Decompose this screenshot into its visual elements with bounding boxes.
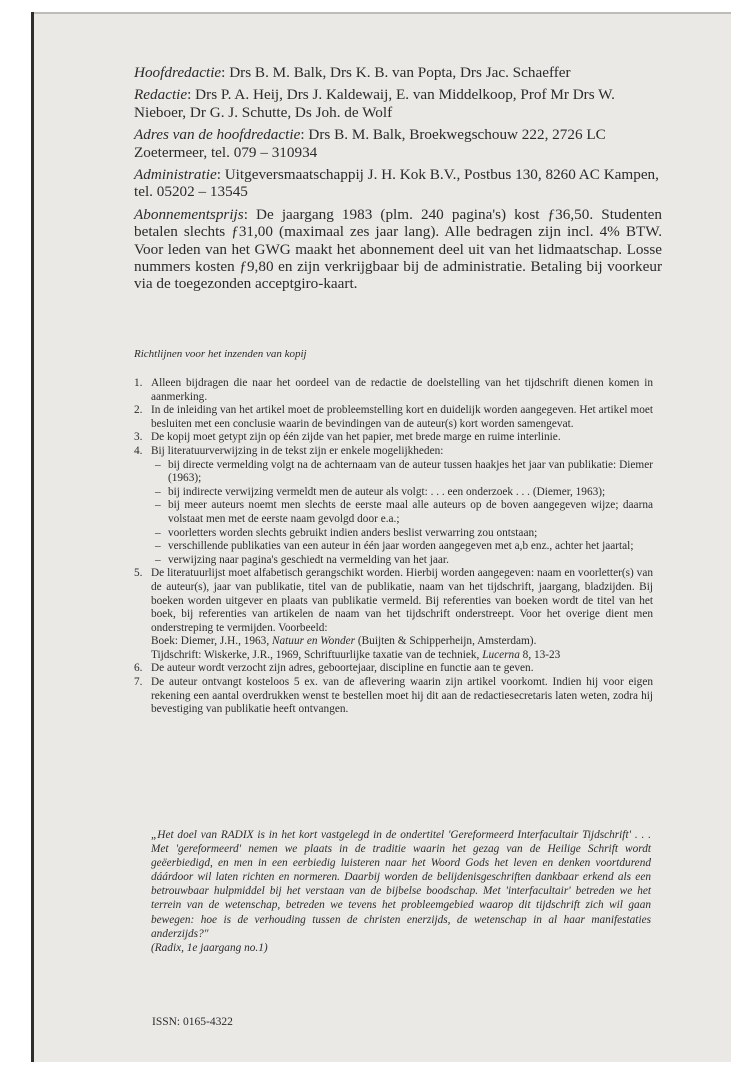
example-book-post: (Buijten & Schipperheijn, Amsterdam). (355, 635, 537, 648)
guideline-item-2 (134, 404, 653, 431)
guideline-item-7 (134, 676, 653, 717)
administratie-value: Uitgeversmaatschappij J. H. Kok B.V., Postbus 130, 8260 AC Kampen, tel. 05202 – 13545 (134, 166, 659, 201)
example-journal-pre: Tijdschrift: Wiskerke, J.R., 1969, Schriftuurlijke taxatie van de techniek, (151, 648, 483, 661)
example-journal-title: Lucerna (482, 648, 520, 661)
example-journal-post: 8, 13-23 (519, 648, 561, 661)
guideline-text: In de inleiding van het artikel moet de probleemstelling kort en duidelijk worden aangegeven. Het artikel moet besluiten met een conclusie waarin de bevindingen van de auteur(s) kort worden samengevat. (151, 404, 653, 430)
item-number: 5. (134, 567, 143, 580)
scan-edge-left (31, 12, 34, 1062)
guideline-text: De auteur wordt verzocht zijn adres, geboortejaar, discipline en functie aan te geven. (151, 662, 534, 675)
sub-item-text: verwijzing naar pagina's geschiedt na vermelding van het jaar. (168, 553, 449, 566)
dash: – (155, 458, 161, 471)
guideline-item-4 (134, 445, 653, 567)
item-number: 6. (134, 662, 143, 675)
dash: – (155, 485, 161, 498)
abonnement-label: Abonnementsprijs (134, 205, 244, 223)
masthead-adres: Adres van de hoofdredactie: Drs B. M. Balk, Broekwegschouw 222, 2726 LC Zoetermeer, tel. 079 – 310934 (134, 126, 606, 161)
item-number: 3. (134, 431, 143, 444)
masthead-administratie: Administratie: Uitgeversmaatschappij J. H. Kok B.V., Postbus 130, 8260 AC Kampen, tel. 05202 – 13545 (134, 166, 659, 201)
sub-item (151, 486, 653, 500)
example-book-title: Natuur en Wonder (271, 635, 356, 648)
item-number: 2. (134, 404, 143, 417)
sub-item-text: bij indirecte verwijzing vermeldt men de auteur als volgt: . . . een onderzoek . . . (Diemer, 1963); (168, 485, 606, 498)
sub-item-text: voorletters worden slechts gebruikt indien anders beslist verwarring zou ontstaan; (168, 526, 538, 539)
sub-item (151, 540, 653, 554)
guideline-item-3 (134, 431, 653, 445)
item-number: 1. (134, 377, 143, 389)
hoofdredactie-label: Hoofdredactie (134, 64, 222, 81)
example-book-pre: Boek: Diemer, J.H., 1963, (151, 635, 272, 648)
sub-item-text: verschillende publikaties van een auteur in één jaar worden aangegeven met a,b enz., achter het jaartal; (168, 540, 634, 553)
dash: – (155, 553, 161, 566)
masthead-abonnement: Abonnementsprijs: De jaargang 1983 (plm. 240 pagina's) kost ƒ36,50. Studenten betalen slechts ƒ31,00 (maximaal zes jaar lang). Alle bedragen zijn incl. 4% BTW. Voor leden van het GWG maakt het abonnement deel uit van het lidmaatschap. Losse nummers kosten ƒ9,80 en zijn verkrijgbaar bij de administratie. Betaling bij voorkeur via de toegezonden acceptgiro-kaart. (134, 205, 662, 293)
issn-number: ISSN: 0165-4322 (152, 1016, 233, 1028)
dash: – (155, 499, 161, 512)
masthead (134, 64, 662, 298)
hoofdredactie-value: Drs B. M. Balk, Drs K. B. van Popta, Drs Jac. Schaeffer (229, 64, 571, 81)
masthead-hoofdredactie: Hoofdredactie: Drs B. M. Balk, Drs K. B. van Popta, Drs Jac. Schaeffer (134, 64, 571, 81)
guideline-item-6 (134, 662, 653, 676)
abonnement-value: De jaargang 1983 (plm. 240 pagina's) kost ƒ36,50. Studenten betalen slechts ƒ31,00 (maximaal zes jaar lang). Alle bedragen zijn incl. 4% BTW. Voor leden van het GWG maakt het abonnement deel uit van het lidmaatschap. Losse nummers kosten ƒ9,80 en zijn verkrijgbaar bij de administratie. Betaling bij voorkeur via de toegezonden acceptgiro-kaart. (134, 205, 662, 293)
quote-citation: (Radix, 1e jaargang no.1) (151, 941, 268, 954)
sub-item-text: bij meer auteurs noemt men slechts de eerste maal alle auteurs op de boven aangegeven wijze; daarna volstaat men met de eerste naam gevolgd door e.a.; (168, 499, 653, 525)
radix-quote (151, 828, 651, 955)
sub-item (151, 554, 653, 568)
guideline-item-5 (134, 567, 653, 662)
adres-label: Adres van de hoofdredactie (134, 126, 301, 144)
guideline-text: Bij literatuurverwijzing in de tekst zijn er enkele mogelijkheden: (151, 444, 444, 457)
guideline-item-1 (134, 377, 653, 404)
guidelines-title: Richtlijnen voor het inzenden van kopij (134, 348, 307, 360)
guideline-text: De kopij moet getypt zijn op één zijde van het papier, met brede marge en ruime interlinie. (151, 431, 561, 444)
guideline-text: De auteur ontvangt kosteloos 5 ex. van de aflevering waarin zijn artikel voorkomt. Indien hij voor eigen rekening een aantal overdrukken wenst te bestellen moet hij dit aan de redactiesecretaris laten weten, zodra hij bevestiging van publikatie heeft ontvangen. (151, 676, 653, 716)
scan-edge-top (31, 12, 731, 14)
dash: – (155, 540, 161, 553)
guideline-text: Alleen bijdragen die naar het oordeel van de redactie de doelstelling van het tijdschrift dienen komen in aanmerking. (151, 377, 653, 403)
adres-value: Drs B. M. Balk, Broekwegschouw 222, 2726 LC Zoetermeer, tel. 079 – 310934 (134, 126, 606, 161)
redactie-label: Redactie (134, 86, 188, 104)
item-number: 4. (134, 444, 143, 457)
masthead-redactie: Redactie: Drs P. A. Heij, Drs J. Kaldewaij, E. van Middelkoop, Prof Mr Drs W. Nieboer, Dr G. J. Schutte, Ds Joh. de Wolf (134, 86, 615, 121)
administratie-label: Administratie (134, 166, 217, 184)
sub-item-text: bij directe vermelding volgt na de achternaam van de auteur tussen haakjes het jaar van publikatie: Diemer (1963); (168, 458, 653, 485)
guideline-text: De literatuurlijst moet alfabetisch gerangschikt worden. Hierbij worden aangegeven: naam en voorletter(s) van de auteur(s), jaar van publikatie, titel van de publikatie, naam van het tijdschrift, jaargang, bladzijden. Bij boeken worden uitgever en plaats van publikatie vermeld. Bij referenties van boeken wordt de titel van het boek, bij referenties van artikelen de naam van het tijdschrift onderstreept. Voor het overige dient men onderstreping te vermijden. Voorbeeld: (151, 567, 653, 634)
redactie-value: Drs P. A. Heij, Drs J. Kaldewaij, E. van Middelkoop, Prof Mr Drs W. Nieboer, Dr G. J. Schutte, Ds Joh. de Wolf (134, 86, 615, 121)
quote-text: „Het doel van RADIX is in het kort vastgelegd in de ondertitel 'Gereformeerd Interfacultair Tijdschrift' . . . Met 'gereformeerd' nemen we plaats in de traditie waarin het gezag van de Heilige Schrift wordt geëerbiedigd, en men in een eerbiedig luisteren naar het Woord Gods het leven en denken voortdurend dáárdoor wil laten richten en normeren. Daarbij worden de belijdenisgeschriften dankbaar erkend als een betrouwbaar hulpmiddel bij het verstaan van de bijbelse boodschap. Met 'interfacultair' betreden we het terrein van de wetenschap, betreden we tevens het probleemgebied waarop dit tijdschrift zich wil gaan bewegen: hoe is de verhouding tussen de christen enerzijds, de wetenschap in al haar manifestaties anderzijds?" (151, 829, 651, 940)
sub-item (151, 527, 653, 541)
example-journal (151, 649, 653, 663)
dash: – (155, 526, 161, 539)
guideline-sublist (151, 459, 653, 568)
sub-item (151, 499, 653, 526)
item-number: 7. (134, 676, 143, 689)
guidelines-list (134, 377, 653, 717)
example-book (151, 635, 653, 649)
sub-item (151, 459, 653, 486)
